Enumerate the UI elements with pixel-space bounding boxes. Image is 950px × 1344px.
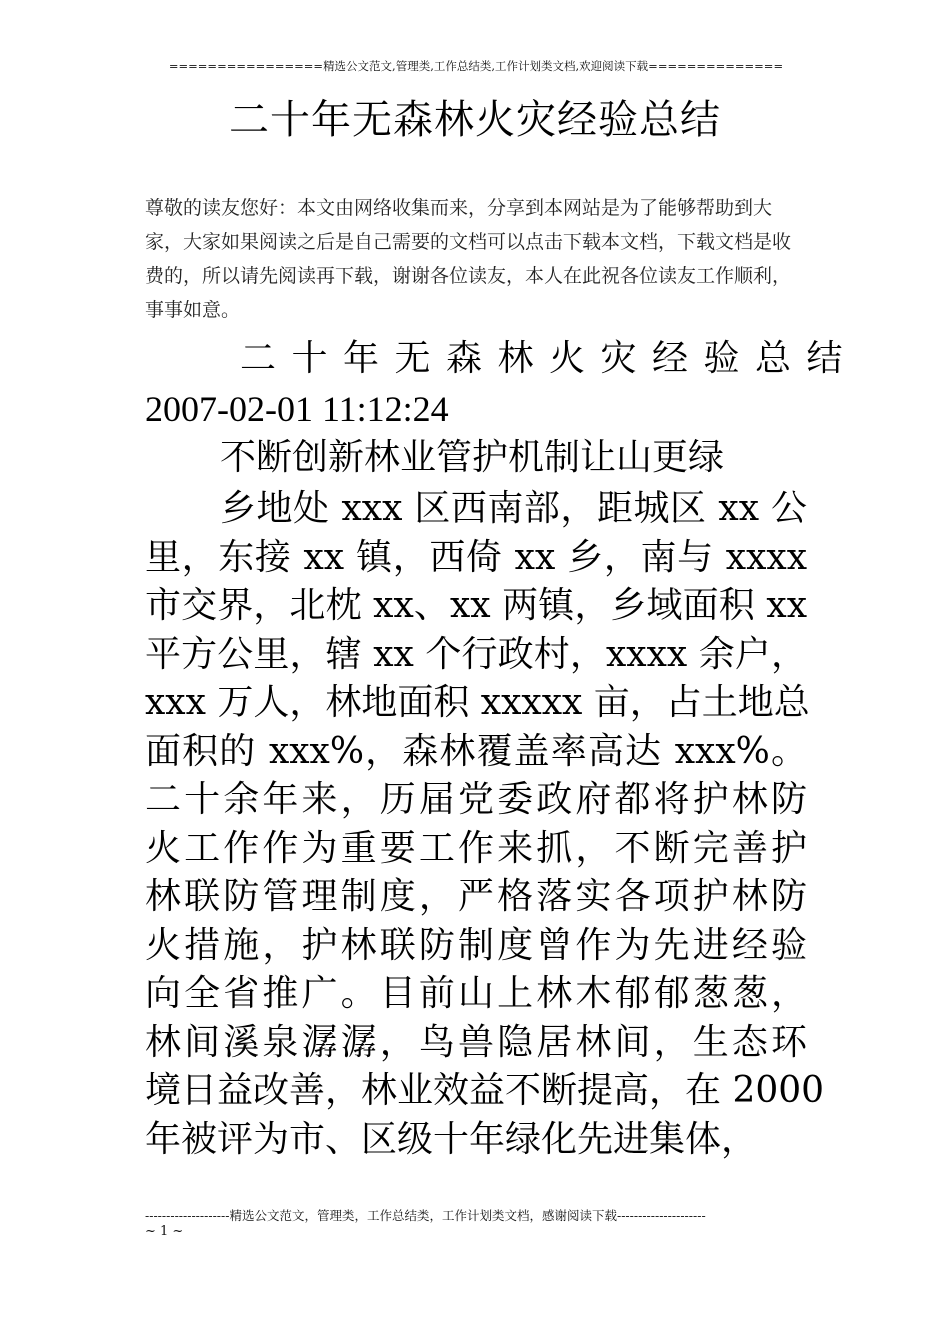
footer-banner: --------------------精选公文范文，管理类，工作总结类，工作计划类文档，感谢阅读下载--------------------- (145, 1208, 706, 1223)
body-line: 二十余年来，历届党委政府都将护林防 (145, 779, 807, 820)
body-line: 平方公里，辖 xx 个行政村，xxxx 余户， (145, 633, 807, 675)
article-title: 二十年无森林火灾经验总结 (240, 338, 859, 379)
body-line: 乡地处 xxx 区西南部，距城区 xx 公 (220, 488, 807, 529)
body-line: 火工作作为重要工作来抓，不断完善护 (145, 827, 807, 869)
body-line: 年被评为市、区级十年绿化先进集体， (145, 1118, 758, 1160)
article-subheading: 不断创新林业管护机制让山更绿 (220, 437, 725, 478)
intro-paragraph: 尊敬的读友您好：本文由网络收集而来，分享到本网站是为了能够帮助到大家，大家如果阅读之后是自己需要的文档可以点击下载本文档，下载文档是收费的，所以请先阅读再下载，谢谢各位读友，本人在此祝各位读友工作顺利，事事如意。 (145, 197, 792, 321)
body-line: 市交界，北枕 xx、xx 两镇，乡域面积 xx (145, 585, 807, 626)
body-line: 林联防管理制度，严格落实各项护林防 (145, 876, 807, 917)
document-title: 二十年无森林火灾经验总结 (229, 97, 721, 143)
body-line: 面积的 xxx%，森林覆盖率高达 xxx%。 (145, 730, 807, 772)
header-banner: ================精选公文范文,管理类,工作总结类,工作计划类文档,欢迎阅读下载============== (168, 59, 784, 73)
body-line: 向全省推广。目前山上林木郁郁葱葱， (145, 973, 807, 1014)
body-line: 林间溪泉潺潺，鸟兽隐居林间，生态环 (145, 1021, 807, 1063)
body-line: xxx 万人，林地面积 xxxxx 亩，占土地总 (145, 682, 810, 723)
article-date: 2007-02-01 11:12:24 (145, 389, 449, 429)
body-line: 里，东接 xx 镇，西倚 xx 乡，南与 xxxx (145, 536, 807, 578)
article-body (145, 485, 825, 1164)
body-line: 火措施，护林联防制度曾作为先进经验 (145, 924, 807, 966)
page-number: ~ 1 ~ (145, 1224, 184, 1239)
body-line: 境日益改善，林业效益不断提高，在 2000 (145, 1070, 825, 1111)
